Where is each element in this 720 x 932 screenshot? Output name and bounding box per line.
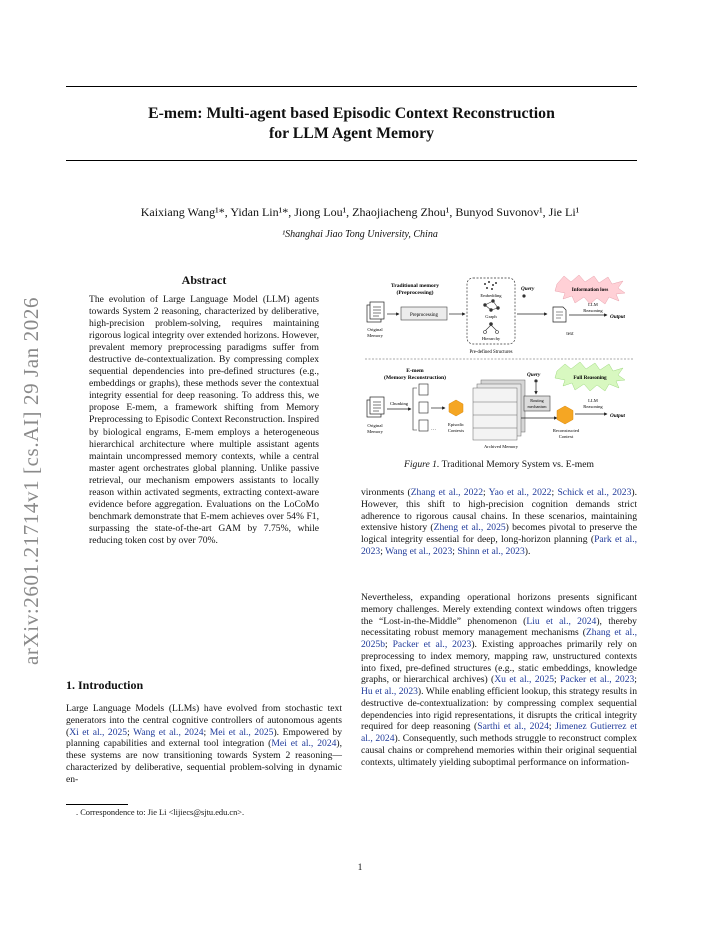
graph-icon xyxy=(484,300,500,312)
original-memory-doc-icon xyxy=(367,397,384,417)
predefined-structures-label: Pre-defined Structures xyxy=(469,350,513,355)
text: vironments ( xyxy=(361,487,411,498)
citation-link[interactable]: Wang et al., 2024 xyxy=(133,726,204,738)
text-doc-icon xyxy=(553,307,566,322)
text: ). However, this shift to high-precision cognition demands strict adherence to rigorous causal chains. In these scenarios, maintaining extensive history ( xyxy=(361,487,637,534)
chunk-doc-icons xyxy=(419,384,428,431)
archived-memory-stack xyxy=(473,380,525,440)
author-list: Kaixiang Wang¹*, Yidan Lin¹*, Jiong Lou¹, Zhaojiacheng Zhou¹, Bunyod Suvonov¹, Jie Li¹ xyxy=(140,205,580,219)
citation-link[interactable]: Zhang et al., 2025b xyxy=(361,627,638,650)
text: ), these systems are now transitioning towards System 2 reasoning—characterized by deliberative, sequential problem-solving in dynamic en- xyxy=(66,738,343,785)
routing-label-1: Routing xyxy=(530,398,544,403)
page-number: 1 xyxy=(357,862,363,873)
output-label: Output xyxy=(610,314,625,320)
citation-link[interactable]: Yao et al., 2022 xyxy=(488,487,552,498)
text: ; xyxy=(483,487,489,498)
text: ) becomes pivotal to preserve the logical integrity essential for deep, long-horizon planning ( xyxy=(361,522,637,546)
episodic-label-2: Contexts xyxy=(447,428,465,433)
hierarchy-icon xyxy=(484,323,499,334)
reconstructed-context-hexagon xyxy=(557,406,573,424)
citation-link[interactable]: Shinn et al., 2023 xyxy=(457,545,525,557)
output-label: Output xyxy=(610,413,625,419)
original-memory-label-1: Original xyxy=(367,327,383,332)
citation-link[interactable]: Mei et al., 2024 xyxy=(271,738,337,750)
introduction-paragraph-1 xyxy=(66,703,342,785)
text: ; xyxy=(384,639,393,650)
text: ). Empowered by planning capabilities and external tool integration ( xyxy=(66,726,343,750)
reconstructed-label-1: Reconstructed xyxy=(552,428,580,433)
citation-link[interactable]: Packer et al., 2023 xyxy=(560,674,635,686)
citation-link[interactable]: Park et al., 2023 xyxy=(361,534,637,557)
text: ). Existing approaches primarily rely on preprocessing to index memory, mapping raw, unstructured contexts into fixed, pre-defined structures (e.g., static embeddings, knowledge graphs, or hierarchical archives) ( xyxy=(361,639,637,686)
caption-label: Figure 1. xyxy=(404,459,440,470)
chunk-bracket xyxy=(413,388,417,430)
text: ; xyxy=(452,545,458,557)
title-line-1: E-mem: Multi-agent based Episodic Context Reconstruction xyxy=(148,105,555,122)
text: Large Language Models (LLMs) have evolved from stochastic text generators into the central cognitive controllers of autonomous agents ( xyxy=(66,703,342,738)
trad-title-2: (Preprocessing) xyxy=(396,290,434,296)
title-bottom-rule xyxy=(66,160,637,161)
original-memory-doc-icon xyxy=(367,302,384,322)
citation-link[interactable]: Jimenez Gutierrez et al., 2024 xyxy=(361,721,637,744)
text: ; xyxy=(203,726,210,738)
information-loss-label: Information loss xyxy=(571,287,609,293)
citation-link[interactable]: Zhang et al., 2022 xyxy=(410,487,483,498)
query-dot xyxy=(522,294,525,297)
text: ; xyxy=(554,674,561,686)
graph-label: Graph xyxy=(485,314,497,319)
query-label: Query xyxy=(521,286,535,292)
citation-link[interactable]: Hu et al., 2023 xyxy=(361,686,418,697)
episodic-label-1: Episodic xyxy=(447,422,465,427)
affiliation: ¹Shanghai Jiao Tong University, China xyxy=(282,229,438,240)
text: ; xyxy=(551,487,558,498)
introduction-paragraph-3 xyxy=(361,592,637,768)
text: ). Consequently, such methods struggle to reconstruct complex causal chains or comprehend memories within their original sequential contexts, ultimately yielding suboptimal performance on information- xyxy=(361,733,637,768)
query-label: Query xyxy=(527,372,541,378)
citation-link[interactable]: Liu et al., 2024 xyxy=(526,615,597,627)
original-memory-label-1: Original xyxy=(367,423,383,428)
figure-caption xyxy=(361,459,637,470)
citation-link[interactable]: Xu et al., 2025 xyxy=(494,674,555,686)
text: ; xyxy=(634,674,637,686)
correspondence-footnote: . Correspondence to: Jie Li <lijiecs@sjtu.edu.cn>. xyxy=(76,808,245,817)
text: ; xyxy=(380,545,386,557)
original-memory-label-2: Memory xyxy=(367,429,383,434)
llm-label: LLM xyxy=(588,398,598,403)
embedding-icon xyxy=(484,281,497,290)
archived-memory-label: Archived Memory xyxy=(483,444,519,449)
introduction-heading: 1. Introduction xyxy=(66,678,144,692)
text: ; xyxy=(548,721,556,733)
emem-title-1: E-mem xyxy=(406,368,424,374)
title-line-2: for LLM Agent Memory xyxy=(268,125,435,142)
citation-link[interactable]: Schick et al., 2023 xyxy=(557,487,632,498)
original-memory-label-2: Memory xyxy=(367,333,383,338)
footnote-rule xyxy=(66,804,128,805)
caption-text: Traditional Memory System vs. E-mem xyxy=(439,459,594,470)
citation-link[interactable]: Sarthi et al., 2024 xyxy=(477,721,549,733)
preprocessing-label: Preprocessing xyxy=(409,313,439,318)
arxiv-id: arXiv:2601.21714v1 [cs.AI] 29 Jan 2026 xyxy=(19,296,43,665)
query-dot xyxy=(534,379,537,382)
text: ), thereby necessitating robust memory management mechanisms ( xyxy=(361,615,637,639)
chunk-ellipsis: ··· xyxy=(431,428,436,433)
text: ). xyxy=(524,545,531,557)
reconstructed-label-2: Context xyxy=(558,434,574,439)
trad-title-1: Traditional memory xyxy=(390,283,440,289)
hierarchy-label: Hierarchy xyxy=(481,336,501,341)
citation-link[interactable]: Mei et al., 2025 xyxy=(209,726,274,738)
text: Nevertheless, expanding operational horizons presents significant memory challenges. Merely extending context windows often triggers the “Lost-in-the-Middle” phenomenon ( xyxy=(361,592,637,627)
abstract-heading: Abstract xyxy=(181,273,227,287)
llm-label: LLM xyxy=(588,302,598,307)
citation-link[interactable]: Xi et al., 2025 xyxy=(69,726,128,738)
reasoning-label: Reasoning xyxy=(583,308,603,313)
text: ; xyxy=(127,726,134,738)
text: ). While enabling efficient lookup, this strategy results in destructive de-contextualization: by compressing complex sequential dependencies into rigid representations, it disrupts the critical integrity required for deep reasoning ( xyxy=(361,686,637,733)
text-label: text xyxy=(566,332,574,337)
citation-link[interactable]: Zheng et al., 2025 xyxy=(433,522,506,534)
introduction-paragraph-2 xyxy=(361,487,637,558)
reasoning-label: Reasoning xyxy=(583,404,603,409)
episodic-context-hexagon xyxy=(449,400,463,416)
citation-link[interactable]: Packer et al., 2023 xyxy=(392,639,472,650)
abstract-text: The evolution of Large Language Model (LLM) agents towards System 2 reasoning, characterized by deliberative, high-precision problem-solving, requires maintaining rigorous logical integrity over extended horizons. However, prevalent memory preprocessing paradigms suffer from destructive de-contextualization. By compressing complex sequential dependencies into pre-defined structures (e.g., embeddings or graphs), these methods sever the contextual integrity essential for deep reasoning. To address this, we propose E-mem, a framework shifting from Memory Preprocessing to Episodic Context Reconstruction. Inspired by biological engrams, E-mem employs a heterogeneous hierarchical architecture where multiple assistant agents maintain uncompressed memory contexts, while a central master agent orchestrates global planning. Unlike passive retrieval, our mechanism empowers assistants to locally reason within activated segments, extracting context-aware evidence before aggregation. Evaluations on the LoCoMo benchmark demonstrate that E-mem achieves over 54% F1, surpassing the state-of-the-art GAM by 7.75%, while reducing token cost by over 70%. xyxy=(89,294,319,546)
paper-title xyxy=(66,104,637,144)
title-top-rule xyxy=(66,86,637,87)
embedding-label: Embedding xyxy=(480,293,502,298)
citation-link[interactable]: Wang et al., 2023 xyxy=(385,545,453,557)
routing-label-2: mechanism xyxy=(527,404,547,409)
figure-1-diagram xyxy=(361,272,637,452)
emem-title-2: (Memory Reconstruction) xyxy=(384,375,446,381)
full-reasoning-label: Full Reasoning xyxy=(573,375,607,381)
chunking-label: Chunking xyxy=(389,401,409,406)
